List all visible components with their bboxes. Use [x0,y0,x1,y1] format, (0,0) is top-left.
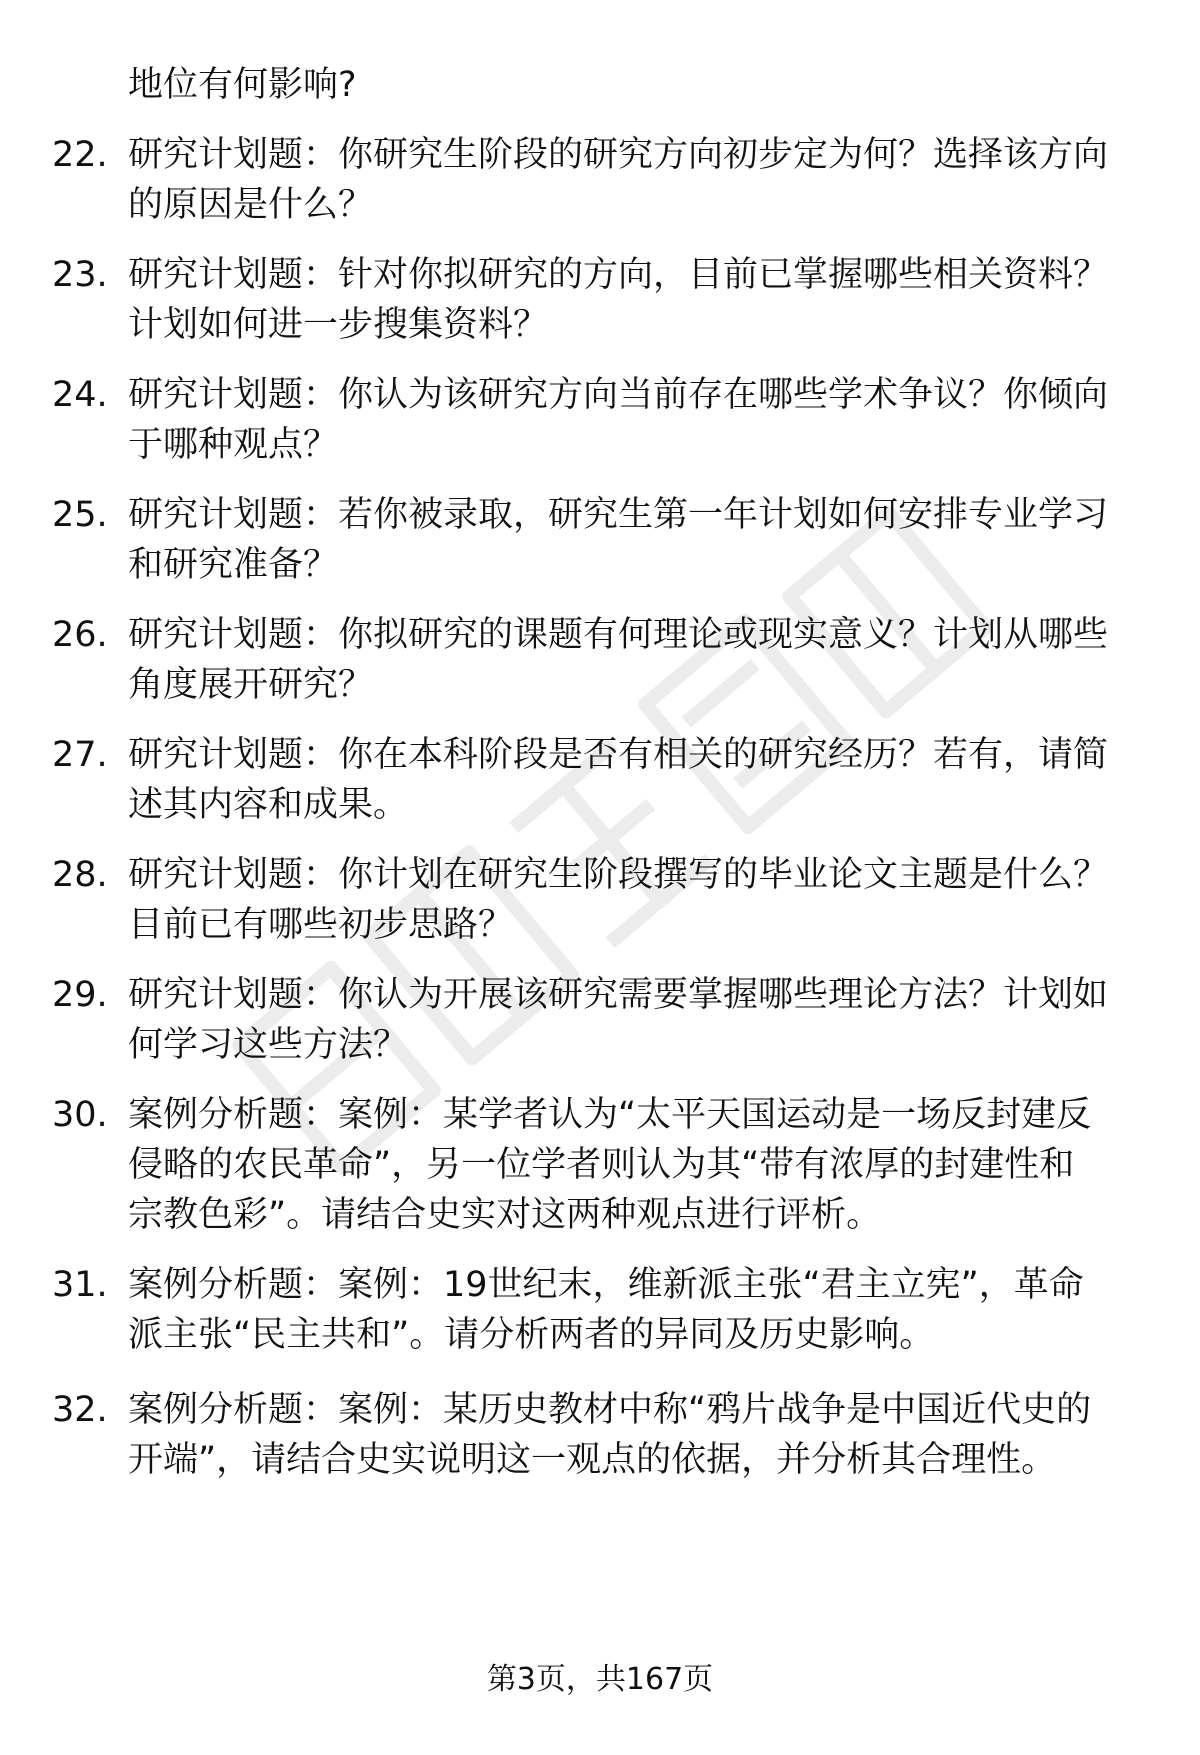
item-number: 32. [52,1390,108,1430]
item-number: 26. [52,615,108,655]
item-text-line: 案例分析题：案例：19世纪末，维新派主张“君主立宪”，革命 [128,1265,1084,1305]
item-text-line: 研究计划题：针对你拟研究的方向，目前已掌握哪些相关资料？ [128,255,1109,295]
item-number: 24. [52,375,108,415]
item-number: 27. [52,735,108,775]
item-text [128,730,1138,830]
item-number: 22. [52,135,108,175]
item-text [128,1385,1138,1485]
page-footer: 第3页，共167页 [486,1662,714,1697]
item-text [128,850,1138,950]
item-text-line: 侵略的农民革命”，另一位学者则认为其“带有浓厚的封建性和 [128,1145,1075,1185]
item-text-line: 研究计划题：你研究生阶段的研究方向初步定为何？选择该方向 [128,135,1109,175]
item-text-line: 和研究准备？ [128,545,339,585]
item-text-line: 计划如何进一步搜集资料？ [128,305,549,345]
item-text [128,1260,1138,1360]
item-text [128,250,1138,350]
item-text-line: 研究计划题：你拟研究的课题有何理论或现实意义？计划从哪些 [128,615,1109,655]
item-text [128,1090,1138,1240]
item-number: 25. [52,495,108,535]
item-text-line: 的原因是什么？ [128,185,374,225]
item-text-line: 于哪种观点？ [128,425,339,465]
item-number: 31. [52,1265,108,1305]
item-text-line: 案例分析题：案例：某学者认为“太平天国运动是一场反封建反 [128,1095,1092,1135]
item-number: 23. [52,255,108,295]
item-text-line: 派主张“民主共和”。请分析两者的异同及历史影响。 [128,1315,935,1355]
item-text-line: 研究计划题：若你被录取，研究生第一年计划如何安排专业学习 [128,495,1109,535]
item-text-line: 研究计划题：你在本科阶段是否有相关的研究经历？若有，请简 [128,735,1109,775]
item-number: 30. [52,1095,108,1135]
item-text-line: 案例分析题：案例：某历史教材中称“鸦片战争是中国近代史的 [128,1390,1092,1430]
item-text-line: 目前已有哪些初步思路？ [128,905,514,945]
item-text [128,970,1138,1070]
item-text-line: 研究计划题：你认为开展该研究需要掌握哪些理论方法？计划如 [128,975,1109,1015]
continued-line: 地位有何影响? [128,65,357,105]
item-text [128,610,1138,710]
item-text [128,130,1138,230]
item-text-line: 开端”，请结合史实说明这一观点的依据，并分析其合理性。 [128,1440,1057,1480]
item-text-line: 研究计划题：你认为该研究方向当前存在哪些学术争议？你倾向 [128,375,1109,415]
item-text-line: 述其内容和成果。 [128,785,409,825]
item-text-line: 宗教色彩”。请结合史实对这两种观点进行评析。 [128,1195,882,1235]
item-text-line: 研究计划题：你计划在研究生阶段撰写的毕业论文主题是什么？ [128,855,1109,895]
item-number: 29. [52,975,108,1015]
item-text [128,370,1138,470]
item-text-line: 何学习这些方法？ [128,1025,409,1065]
item-number: 28. [52,855,108,895]
item-text-line: 角度展开研究？ [128,665,374,705]
item-text [128,490,1138,590]
